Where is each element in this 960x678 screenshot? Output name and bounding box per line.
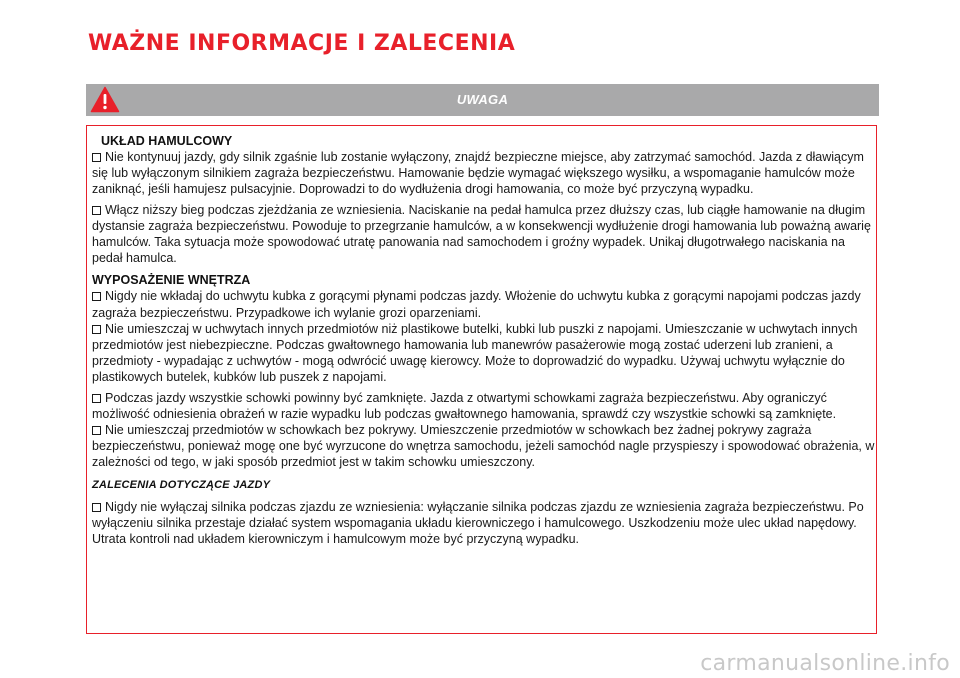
checkbox-bullet-icon — [92, 325, 101, 334]
list-item: Nigdy nie wyłączaj silnika podczas zjazdu ze wzniesienia: wyłączanie silnika podczas zjazdu ze wzniesienia zagraża bezpieczeństwu. Po wyłączeniu silnika przestaje działać system wspomagania układu kierowniczego i hamulcowego. Uszkodzeniu może ulec układ napędowy. Utrata kontroli nad układem kierowniczym i hamulcowym może być przyczyną wypadku. — [92, 499, 864, 547]
section-heading-driving: ZALECENIA DOTYCZĄCE JAZDY — [92, 478, 271, 491]
checkbox-bullet-icon — [92, 206, 101, 215]
list-item: Nie kontynuuj jazdy, gdy silnik zgaśnie lub zostanie wyłączony, znajdź bezpieczne miejsce, aby zatrzymać samochód. Jazda z dławiącym się lub wyłączonym silnikiem zagraża bezpieczeństwu. Hamowanie będzie wymagać większego wysiłku, a wspomaganie hamulców może zaniknąć, jeśli hamujesz pulsacyjnie. Doprowadzi to do wydłużenia drogi hamowania, co może być przyczyną wypadku. — [92, 150, 864, 197]
section-heading-brakes: UKŁAD HAMULCOWY — [101, 134, 233, 148]
watermark: carmanualsonline.info — [700, 651, 950, 676]
warning-content-box — [86, 125, 877, 634]
checkbox-bullet-icon — [92, 503, 101, 512]
section-heading-interior: WYPOSAŻENIE WNĘTRZA — [92, 273, 251, 288]
warning-bar — [86, 84, 879, 116]
page-title: WAŻNE INFORMACJE I ZALECENIA — [88, 31, 516, 56]
list-item: Podczas jazdy wszystkie schowki powinny być zamknięte. Jazda z otwartymi schowkami zagraża bezpieczeństwu. Aby ograniczyć możliwość odniesienia obrażeń w razie wypadku lub podczas gwałtownego hamowania, sprawdź czy wszystkie schowki są zamknięte. — [92, 390, 837, 421]
list-item: Nie umieszczaj w uchwytach innych przedmiotów niż plastikowe butelki, kubki lub puszki z napojami. Umieszczanie w uchwytach innych przedmiotów jest niebezpieczne. Podczas gwałtownego hamowania lub manewrów pasażerowie mogą zostać uderzeni lub zranieni, a przedmioty - wypadając z uchwytów - mogą odwrócić uwagę kierowcy. Może to doprowadzić do wypadku. Używaj uchwytu wyłącznie do plastikowych butelek, kubków lub puszek z napojami. — [92, 321, 858, 385]
list-item: Włącz niższy bieg podczas zjeżdżania ze wzniesienia. Naciskanie na pedał hamulca przez dłuższy czas, lub ciągłe hamowanie na długim dystansie zagraża bezpieczeństwu. Powoduje to przegrzanie hamulców, a w konsekwencji wydłużenie drogi hamowania lub poważną awarię hamulców. Taka sytuacja może spowodować utratę panowania nad samochodem i groźny wypadek. Unikaj długotrwałego naciskania na pedał hamulca. — [92, 202, 871, 266]
checkbox-bullet-icon — [92, 292, 101, 301]
checkbox-bullet-icon — [92, 426, 101, 435]
list-item: Nie umieszczaj przedmiotów w schowkach bez pokrywy. Umieszczenie przedmiotów w schowkach bez żadnej pokrywy zagraża bezpieczeństwu, ponieważ mogę one być wyrzucone do wnętrza samochodu, jeżeli samochód nagle przyspieszy i spowodować obrażenia, w zależności od tego, w jaki sposób przedmiot jest w takim schowku umieszczony. — [92, 423, 875, 470]
warning-label: UWAGA — [456, 92, 509, 107]
list-item: Nigdy nie wkładaj do uchwytu kubka z gorącymi płynami podczas jazdy. Włożenie do uchwytu kubka z gorącymi napojami podczas jazdy zagraża bezpieczeństwu. Przypadkowe ich wylanie grozi oparzeniami. — [92, 289, 861, 320]
checkbox-bullet-icon — [92, 394, 101, 403]
checkbox-bullet-icon — [92, 153, 101, 162]
